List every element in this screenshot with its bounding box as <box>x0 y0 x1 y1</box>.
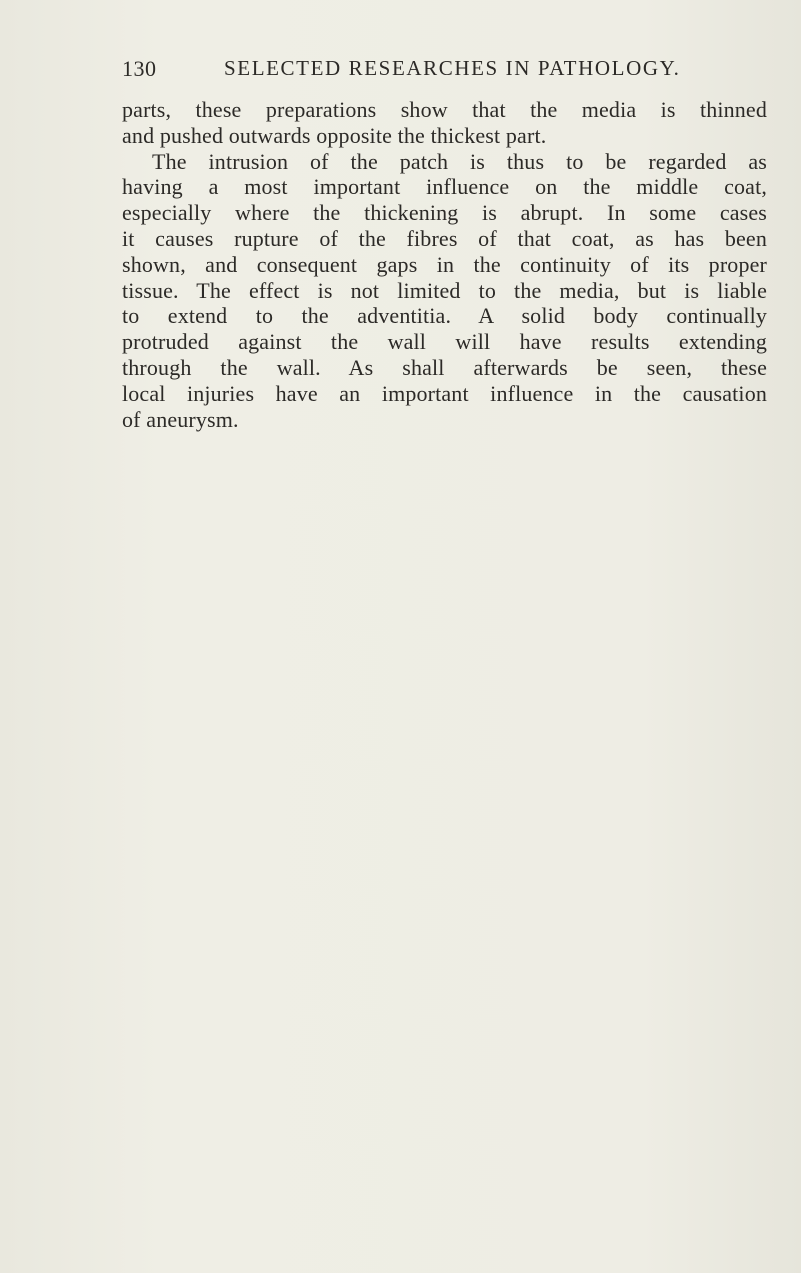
page-header <box>122 56 730 86</box>
text-line: tissue. The effect is not limited to the media, but is liable <box>122 277 767 303</box>
text-line: through the wall. As shall afterwards be seen, these <box>122 354 767 380</box>
text-line: parts, these preparations show that the media is thinned <box>122 97 767 122</box>
text-line: especially where the thickening is abrupt. In some cases <box>122 200 767 226</box>
page-number: 130 <box>122 56 157 81</box>
running-head: SELECTED RESEARCHES IN PATHOLOGY. <box>224 56 681 80</box>
text-line: of aneurysm. <box>122 406 239 432</box>
text-line: having a most important influence on the middle coat, <box>122 174 767 200</box>
text-line: to extend to the adventitia. A solid body continually <box>122 303 767 329</box>
text-line: and pushed outwards opposite the thickest part. <box>122 122 547 148</box>
text-line: shown, and consequent gaps in the continuity of its proper <box>122 251 767 277</box>
body-paragraphs <box>122 97 767 432</box>
text-line: it causes rupture of the fibres of that coat, as has been <box>122 225 767 251</box>
text-line: local injuries have an important influence in the causation <box>122 380 767 406</box>
text-line: The intrusion of the patch is thus to be regarded as <box>152 148 767 174</box>
text-line: protruded against the wall will have results extending <box>122 329 767 355</box>
